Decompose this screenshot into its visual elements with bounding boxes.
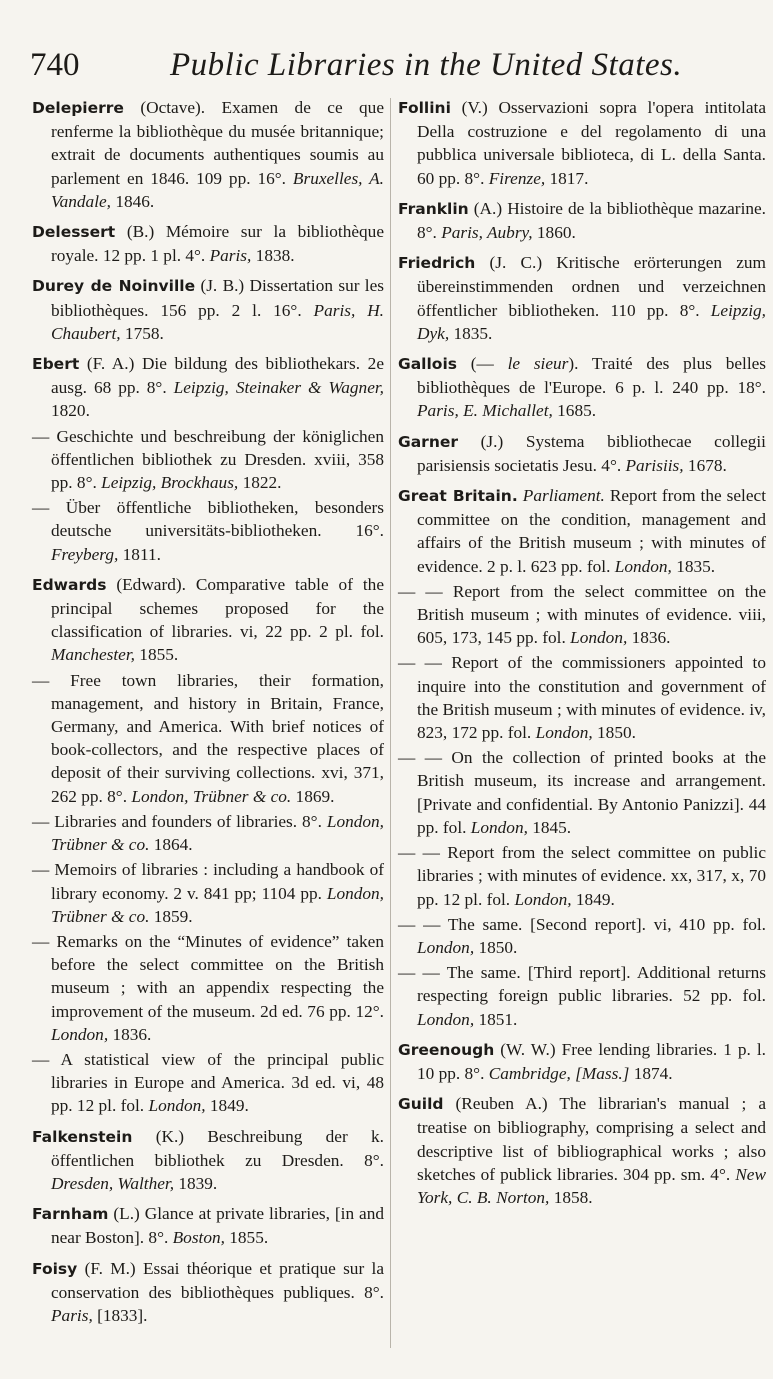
entry-text: 1874. (629, 1063, 673, 1083)
entry-imprint: Parisiis, (625, 455, 684, 475)
entry-text: 1835. (449, 323, 493, 343)
bibliography-entry (32, 352, 384, 423)
entry-text: 1849. (571, 889, 615, 909)
entry-imprint: London, (535, 723, 593, 743)
bibliography-entry (398, 913, 766, 959)
entry-imprint: Paris, E. Michallet, (417, 401, 553, 421)
entry-text: (Edward). Comparative table of the principal schemes proposed for the classification of libraries. vi, 22 pp. 2 pl. fol. (51, 574, 384, 642)
entry-text: 1849. (205, 1096, 249, 1116)
entry-text: — Remarks on the “Minutes of evidence” taken before the select committee on the British museum ; with an appendix respecting the improvement of the museum. 2d ed. 76 pp. 12°. (32, 931, 384, 1021)
entry-text: 1850. (474, 937, 518, 957)
entry-text: 1839. (174, 1173, 218, 1193)
entry-text: — A statistical view of the principal public libraries in Europe and America. 3d ed. vi, 48 pp. 12 pl. fol. (32, 1049, 384, 1116)
entry-imprint: London, (417, 937, 475, 957)
entry-text: 1678. (683, 455, 727, 475)
entry-author: Falkenstein (32, 1127, 133, 1146)
bibliography-entry (398, 352, 766, 423)
entry-imprint: Paris, Aubry, (441, 223, 533, 243)
entry-imprint: New York, C. B. Norton, (417, 1164, 766, 1207)
entry-imprint: Bruxelles, A. Vandale, (51, 168, 384, 211)
bibliography-entry (32, 1202, 384, 1249)
entry-author: Follini (398, 99, 451, 117)
bibliography-entry (32, 669, 384, 808)
entry-text: 1855. (224, 1228, 269, 1248)
entry-text: (B.) Mémoire sur la bibliothèque royale. 12 pp. 1 pl. 4°. (51, 222, 384, 266)
entry-imprint: Firenze, (488, 168, 546, 188)
bibliography-entry (398, 651, 766, 744)
entry-text: 1758. (120, 323, 164, 343)
entry-imprint: London, Trübner & co. (51, 883, 384, 926)
entry-imprint: London, (570, 628, 628, 648)
entry-imprint: Leipzig, Dyk, (417, 300, 766, 343)
entry-text: 1860. (532, 223, 576, 243)
entry-text: 1845. (527, 817, 572, 837)
entry-text: (— (457, 354, 508, 374)
entry-imprint: Cambridge, [Mass.] (488, 1063, 630, 1083)
bibliography-entry (32, 274, 384, 345)
entry-author: Great Britain. (398, 487, 518, 506)
entry-text: (L.) Glance at private libraries, [in and near Boston]. 8°. (51, 1204, 384, 1248)
entry-imprint: Dresden, Walther, (51, 1173, 175, 1193)
bibliography-entry (32, 220, 384, 267)
bibliography-entry (398, 251, 766, 345)
entry-imprint: Leipzig, Brockhaus, (101, 473, 239, 493)
entry-imprint: London, (417, 1009, 475, 1029)
entry-author: Friedrich (398, 254, 476, 273)
entry-imprint: London, (514, 889, 572, 909)
bibliography-entry (398, 580, 766, 650)
bibliography-entry (32, 1257, 384, 1328)
entry-author: Greenough (398, 1040, 495, 1059)
entry-text: 1835. (671, 556, 716, 576)
entry-imprint: le sieur (507, 354, 569, 374)
entry-text: — — On the collection of printed books at the British museum, its increase and arrangement. [Private and confidential. By Antonio Panizzi]. 44 pp. fol. (398, 748, 766, 837)
bibliography-entry (398, 197, 766, 244)
entry-author: Edwards (32, 575, 107, 594)
entry-imprint: Manchester, (51, 645, 135, 665)
bibliography-entry (32, 858, 384, 928)
entry-imprint: Paris, H. Chaubert, (51, 300, 385, 343)
entry-author: Farnham (32, 1205, 109, 1224)
entry-author: Franklin (398, 199, 469, 218)
entry-text: (Reuben A.) The librarian's manual ; a treatise on bibliography, comprising a select and descriptive list of bibliographical works ; also sketches of publick libraries. 304 pp. sm. 4°. (417, 1094, 766, 1184)
bibliography-entry (398, 484, 766, 578)
entry-text: 1850. (592, 723, 636, 743)
entry-text: 1820. (51, 401, 90, 421)
entry-text: — Libraries and founders of libraries. 8°. (32, 811, 327, 831)
entry-text: 1836. (627, 628, 671, 648)
entry-text: — — The same. [Second report]. vi, 410 pp. fol. (398, 914, 766, 934)
entry-text: — Über öffentliche bibliotheken, besonders deutsche universitäts-bibliotheken. 16°. (32, 498, 384, 541)
bibliography-entry (32, 496, 384, 566)
bibliography-entry (32, 573, 384, 667)
entry-text: 1838. (251, 246, 295, 266)
entry-text: (K.) Beschreibung der k. öffentlichen bibliothek zu Dresden. 8°. (51, 1126, 384, 1170)
entry-imprint: Paris, (209, 246, 252, 266)
left-column (32, 96, 384, 1334)
entry-author: Gallois (398, 355, 457, 374)
bibliography-entry (398, 1038, 766, 1085)
entry-text: (W. W.) Free lending libraries. 1 p. l. 10 pp. 8°. (417, 1039, 766, 1083)
entry-author: Delepierre (32, 99, 124, 117)
entry-imprint: London, Trübner & co. (51, 811, 384, 855)
entry-text: [1833]. (92, 1305, 148, 1325)
column-divider (390, 98, 391, 1348)
entry-text: (A.) Histoire de la bibliothèque mazarine. 8°. (417, 198, 766, 243)
right-column (398, 96, 766, 1216)
bibliography-entry (32, 425, 384, 495)
entry-text: (F. M.) Essai théorique et pratique sur la conservation des bibliothèques publiques. 8°. (51, 1258, 384, 1302)
bibliography-entry (32, 1125, 384, 1196)
bibliography-entry (398, 746, 766, 839)
entry-imprint: London, Trübner & co. (131, 786, 292, 806)
bibliography-entry (32, 810, 384, 856)
entry-text: 1822. (238, 473, 282, 493)
entry-text: 1846. (111, 191, 155, 211)
entry-imprint: London, (51, 1024, 109, 1044)
entry-imprint: Parliament. (522, 486, 605, 506)
entry-text: (J. C.) Kritische erörterungen zum übereinstimmenden ordnen und verzeichnen öffentlicher bibliotheken. 110 pp. 8°. (417, 253, 766, 320)
entry-author: Ebert (32, 355, 80, 374)
bibliography-entry (398, 430, 766, 477)
entry-text: — — Report from the select committee on public libraries ; with minutes of evidence. xx, 317, x, 70 pp. 12 pl. fol. (398, 843, 766, 909)
entry-text: (V.) Osservazioni sopra l'opera intitolata Della costruzione e del regolamento di una pubblica universale biblioteca, di L. della Santa. 60 pp. 8°. (417, 98, 766, 188)
entry-text: 1869. (291, 786, 335, 806)
entry-imprint: London, (148, 1096, 206, 1116)
bibliography-entry (32, 930, 384, 1046)
entry-author: Garner (398, 432, 459, 451)
entry-text: (J.) Systema bibliothecae collegii parisiensis societatis Jesu. 4°. (417, 431, 766, 475)
entry-imprint: London, (470, 817, 528, 837)
bibliography-entry (398, 1092, 766, 1209)
entry-imprint: Boston, (172, 1228, 225, 1248)
bibliography-entry (32, 96, 384, 213)
bibliography-entry (398, 96, 766, 190)
entry-text: — — Report from the select committee on the British museum ; with minutes of evidence. viii, 605, 173, 145 pp. fol. (398, 581, 766, 648)
entry-author: Durey de Noinville (32, 277, 196, 296)
entry-text: 1817. (545, 168, 589, 188)
entry-text: (F. A.) Die bildung des bibliothekars. 2e ausg. 68 pp. 8°. (51, 354, 384, 398)
running-title: Public Libraries in the United States. (170, 47, 683, 83)
entry-text: — — Report of the commissioners appointed to inquire into the constitution and government of the British museum ; with minutes of evidence. iv, 823, 172 pp. fol. (398, 653, 766, 743)
entry-imprint: London, (614, 556, 672, 576)
running-header (30, 40, 743, 90)
entry-imprint: Freyberg, (51, 544, 119, 564)
entry-text: (J. B.) Dissertation sur les bibliothèques. 156 pp. 2 l. 16°. (51, 276, 384, 320)
entry-text: 1858. (549, 1187, 593, 1207)
entry-text: — Memoirs of libraries : including a handbook of library economy. 2 v. 841 pp; 1104 pp. (32, 860, 384, 903)
bibliography-entry (32, 1048, 384, 1118)
page-number: 740 (30, 47, 80, 83)
entry-text: 1811. (118, 544, 161, 564)
entry-author: Foisy (32, 1259, 78, 1278)
entry-text: 1864. (149, 835, 193, 855)
bibliography-entry (398, 841, 766, 911)
entry-author: Delessert (32, 223, 116, 242)
entry-text: 1836. (108, 1024, 152, 1044)
entry-text: ). Traité des plus belles bibliothèques de l'Europe. 6 p. l. 240 pp. 18°. (417, 354, 767, 398)
entry-text: 1855. (134, 645, 179, 665)
entry-imprint: Leipzig, Steinaker & Wagner, (173, 378, 384, 398)
bibliography-entry (398, 961, 766, 1031)
entry-imprint: Paris, (51, 1305, 93, 1325)
entry-text: — Free town libraries, their formation, management, and history in Britain, France, Germany, and America. With brief notices of book-collectors, and the respective places of deposit of their surviving collections. xvi, 371, 262 pp. 8°. (32, 670, 384, 806)
entry-text: 1685. (552, 401, 597, 421)
entry-text: 1851. (474, 1009, 518, 1029)
entry-text: Report from the select committee on the condition, management and affairs of the British museum ; with minutes of evidence. 2 p. l. 623 pp. fol. (417, 486, 767, 576)
entry-text: (Octave). Examen de ce que renferme la bibliothèque du musée britannique; extrait de documents authentiques soumis au parlement en 1846. 109 pp. 16°. (51, 98, 384, 188)
entry-author: Guild (398, 1095, 444, 1114)
entry-text: — Geschichte und beschreibung der königlichen öffentlichen bibliothek zu Dresden. xviii, 358 pp. 8°. (32, 426, 384, 493)
entry-text: 1859. (149, 906, 193, 926)
entry-text: — — The same. [Third report]. Additional returns respecting foreign public libraries. 52 pp. fol. (398, 963, 766, 1006)
